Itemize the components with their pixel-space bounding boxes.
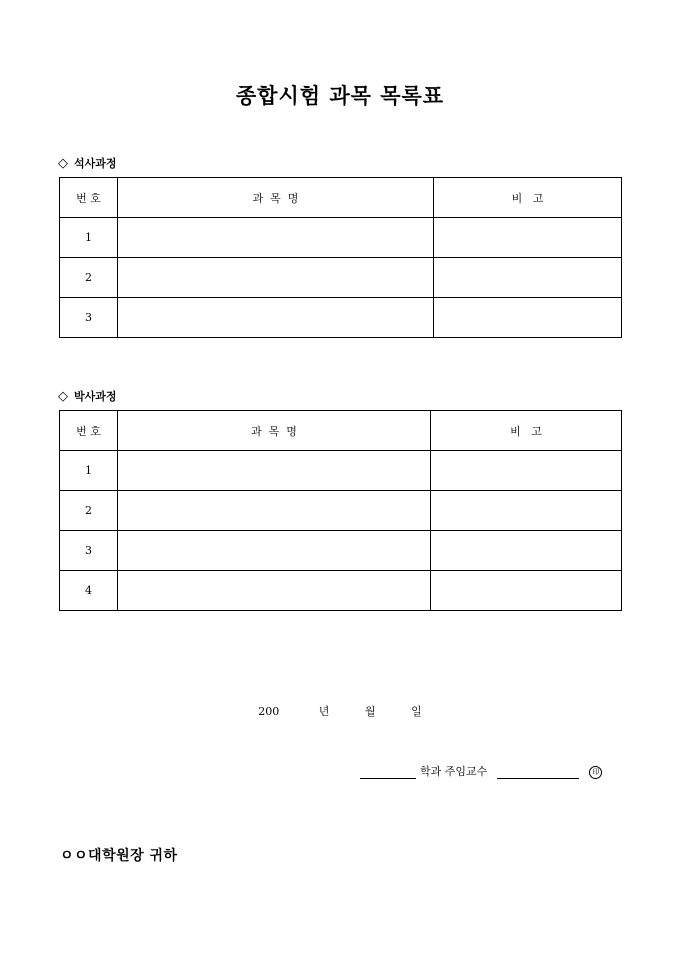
subject-cell[interactable] <box>118 531 431 571</box>
table-row <box>60 491 622 531</box>
header-note: 비 고 <box>431 411 622 451</box>
row-number: 2 <box>60 258 118 298</box>
note-cell[interactable] <box>431 451 622 491</box>
row-number: 4 <box>60 571 118 611</box>
table-row <box>60 298 622 338</box>
subject-cell[interactable] <box>118 258 434 298</box>
note-cell[interactable] <box>431 571 622 611</box>
date-year: 200 <box>258 705 280 718</box>
header-no: 번 호 <box>60 178 118 218</box>
table-row <box>60 571 622 611</box>
header-no: 번 호 <box>60 411 118 451</box>
section-heading-doctoral <box>58 388 117 404</box>
note-cell[interactable] <box>434 298 622 338</box>
table-row <box>60 531 622 571</box>
header-note: 비 고 <box>434 178 622 218</box>
page-title: 종합시험 과목 목록표 <box>235 83 445 108</box>
diamond-bullet-icon: ◇ <box>58 388 68 404</box>
row-number: 3 <box>60 298 118 338</box>
table-header-row <box>60 411 622 451</box>
date-month-unit: 월 <box>364 705 376 718</box>
note-cell[interactable] <box>431 531 622 571</box>
subject-cell[interactable] <box>118 571 431 611</box>
note-cell[interactable] <box>434 218 622 258</box>
table-row <box>60 218 622 258</box>
header-subject: 과 목 명 <box>118 411 431 451</box>
section-heading-masters <box>58 155 117 171</box>
subject-cell[interactable] <box>118 298 434 338</box>
seal-icon: 印 <box>589 766 602 779</box>
subject-cell[interactable] <box>118 218 434 258</box>
table-header-row <box>60 178 622 218</box>
section-heading-label: 박사과정 <box>74 390 117 403</box>
subject-cell[interactable] <box>118 451 431 491</box>
recipient: ㅇㅇ대학원장 귀하 <box>60 848 178 864</box>
table-row <box>60 258 622 298</box>
signature-line <box>360 763 602 779</box>
table-row <box>60 451 622 491</box>
subject-cell[interactable] <box>118 491 431 531</box>
masters-subject-table <box>59 177 622 338</box>
section-heading-label: 석사과정 <box>74 157 117 170</box>
note-cell[interactable] <box>434 258 622 298</box>
date-year-unit: 년 <box>318 705 330 718</box>
department-blank[interactable] <box>360 766 416 779</box>
diamond-bullet-icon: ◇ <box>58 155 68 171</box>
row-number: 1 <box>60 218 118 258</box>
date-day-unit: 일 <box>411 705 422 718</box>
doctoral-subject-table <box>59 410 622 611</box>
row-number: 3 <box>60 531 118 571</box>
professor-name-blank[interactable] <box>497 766 579 779</box>
signature-label: 학과 주임교수 <box>420 765 488 778</box>
date-line <box>0 703 680 719</box>
header-subject: 과 목 명 <box>118 178 434 218</box>
row-number: 1 <box>60 451 118 491</box>
row-number: 2 <box>60 491 118 531</box>
note-cell[interactable] <box>431 491 622 531</box>
